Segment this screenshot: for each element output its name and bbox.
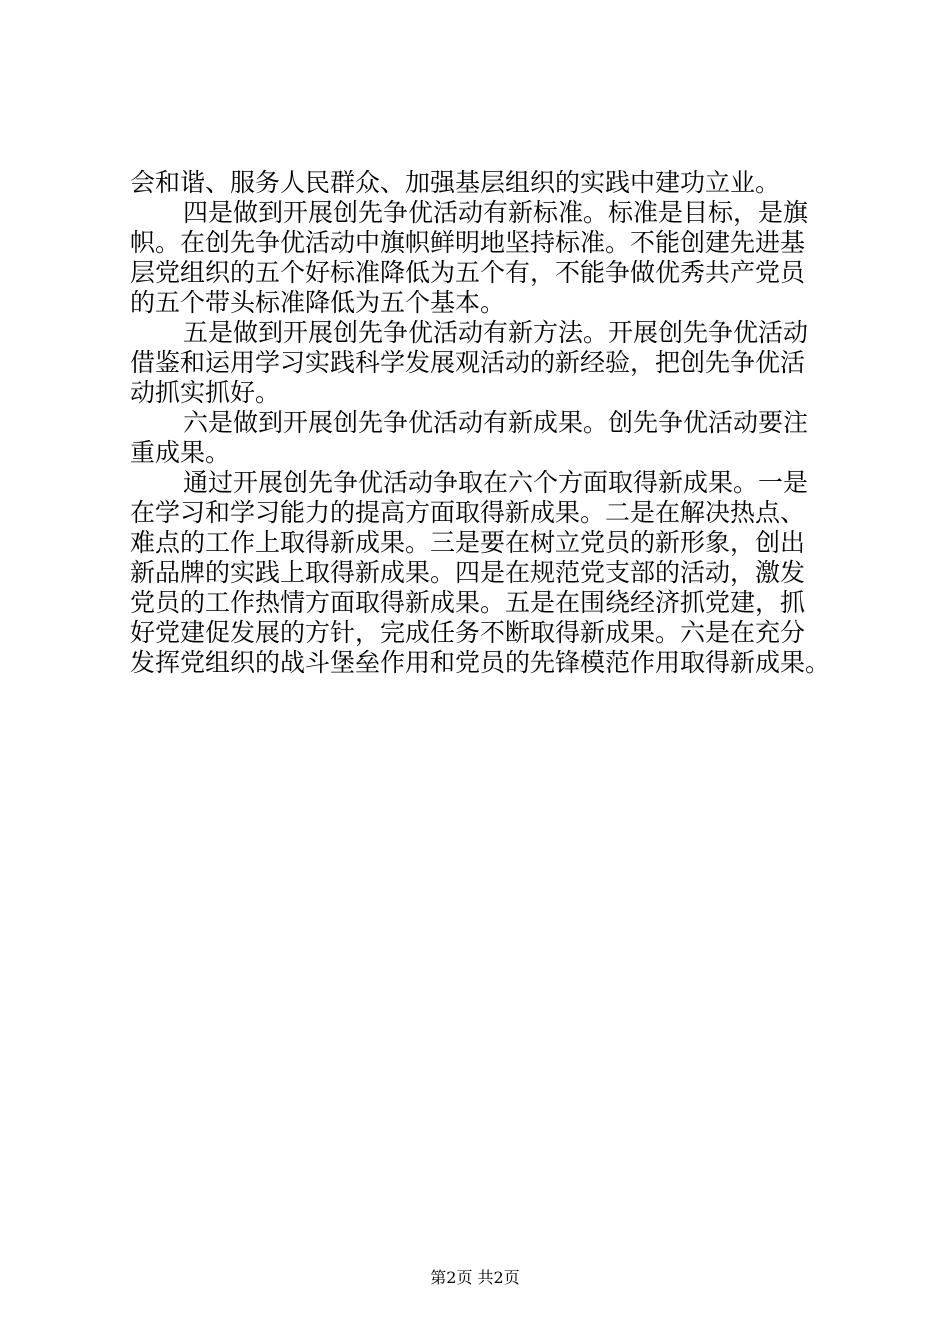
text-line: 会和谐、服务人民群众、加强基层组织的实践中建功立业。 bbox=[130, 168, 781, 197]
text-line: 五是做到开展创先争优活动有新方法。开展创先争优活动 bbox=[183, 318, 809, 347]
text-line: 在学习和学习能力的提高方面取得新成果。二是在解决热点、 bbox=[130, 498, 806, 527]
text-line: 四是做到开展创先争优活动有新标准。标准是目标，是旗 bbox=[183, 198, 809, 227]
text-line: 难点的工作上取得新成果。三是要在树立党员的新形象，创出 bbox=[130, 528, 806, 557]
text-line: 动抓实抓好。 bbox=[130, 378, 281, 407]
text-line: 借鉴和运用学习实践科学发展观活动的新经验，把创先争优活 bbox=[130, 348, 806, 377]
text-line: 层党组织的五个好标准降低为五个有，不能争做优秀共产党员 bbox=[130, 258, 806, 287]
text-line: 好党建促发展的方针，完成任务不断取得新成果。六是在充分 bbox=[130, 618, 806, 647]
page-footer: 第2页 共2页 bbox=[430, 1268, 520, 1287]
text-line: 六是做到开展创先争优活动有新成果。创先争优活动要注 bbox=[183, 408, 809, 437]
text-line: 通过开展创先争优活动争取在六个方面取得新成果。一是 bbox=[183, 468, 809, 497]
text-line: 发挥党组织的战斗堡垒作用和党员的先锋模范作用取得新成果。 bbox=[130, 648, 831, 677]
text-line: 新品牌的实践上取得新成果。四是在规范党支部的活动，激发 bbox=[130, 558, 806, 587]
text-line: 重成果。 bbox=[130, 438, 231, 467]
text-line: 的五个带头标准降低为五个基本。 bbox=[130, 288, 506, 317]
text-line: 帜。在创先争优活动中旗帜鲜明地坚持标准。不能创建先进基 bbox=[130, 228, 806, 257]
document-body bbox=[130, 168, 850, 678]
text-line: 党员的工作热情方面取得新成果。五是在围绕经济抓党建，抓 bbox=[130, 588, 806, 617]
